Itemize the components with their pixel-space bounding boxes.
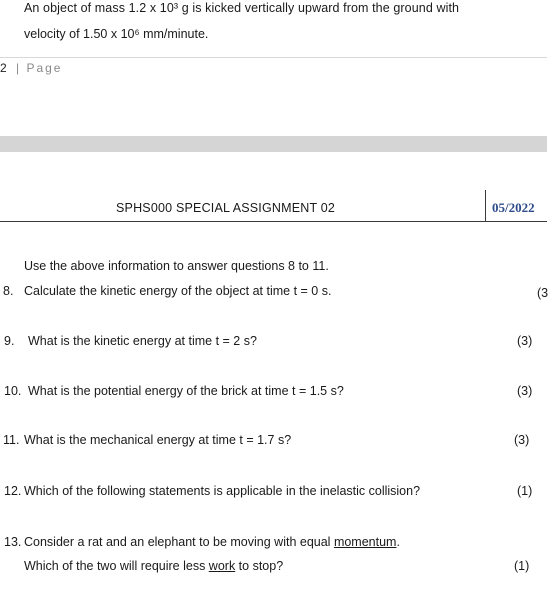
question-marks: (3): [514, 433, 530, 447]
question-text-part: Which of the two will require less: [24, 559, 209, 573]
page-label: | Page: [16, 61, 63, 75]
question-text: What is the kinetic energy at time t = 2 s?: [28, 334, 257, 348]
question-text: Which of the following statements is applicable in the inelastic collision?: [24, 484, 421, 498]
header-separator: [485, 190, 486, 222]
question-number: 13.: [4, 535, 22, 549]
question-number: 9.: [4, 334, 15, 348]
footer-divider: [0, 57, 547, 58]
question-text-part: to stop?: [235, 559, 284, 573]
question-marks: (1): [514, 559, 530, 573]
question-number: 10.: [4, 384, 22, 398]
header-rule: [0, 221, 547, 222]
question-number: 11.: [3, 433, 20, 447]
question-number: 12.: [4, 484, 22, 498]
question-text: What is the potential energy of the brick at time t = 1.5 s?: [28, 384, 344, 398]
question-text-line-2: [24, 559, 283, 573]
question-text: What is the mechanical energy at time t = 1.7 s?: [24, 433, 292, 447]
question-marks: (3: [537, 286, 548, 300]
header-date: 05/2022: [492, 200, 535, 215]
question-text-part: Consider a rat and an elephant to be moving with equal: [24, 535, 334, 549]
previous-page-line-1: An object of mass 1.2 x 10³ g is kicked vertically upward from the ground with: [24, 1, 460, 15]
instructions-text: Use the above information to answer questions 8 to 11.: [24, 259, 329, 273]
question-text: [24, 535, 400, 549]
question-number: 8.: [3, 284, 14, 298]
question-text: Calculate the kinetic energy of the object at time t = 0 s.: [24, 284, 332, 298]
underlined-term-work: work: [208, 559, 236, 573]
question-marks: (1): [517, 484, 533, 498]
question-marks: (3): [517, 384, 533, 398]
question-marks: (3): [517, 334, 533, 348]
assignment-title: SPHS000 SPECIAL ASSIGNMENT 02: [116, 201, 336, 215]
previous-page-line-2: velocity of 1.50 x 10⁶ mm/minute.: [24, 27, 209, 41]
underlined-term-momentum: momentum: [333, 535, 397, 549]
page-break-band: [0, 136, 547, 152]
page-number: 2: [0, 61, 7, 75]
question-text-part: .: [396, 535, 400, 549]
